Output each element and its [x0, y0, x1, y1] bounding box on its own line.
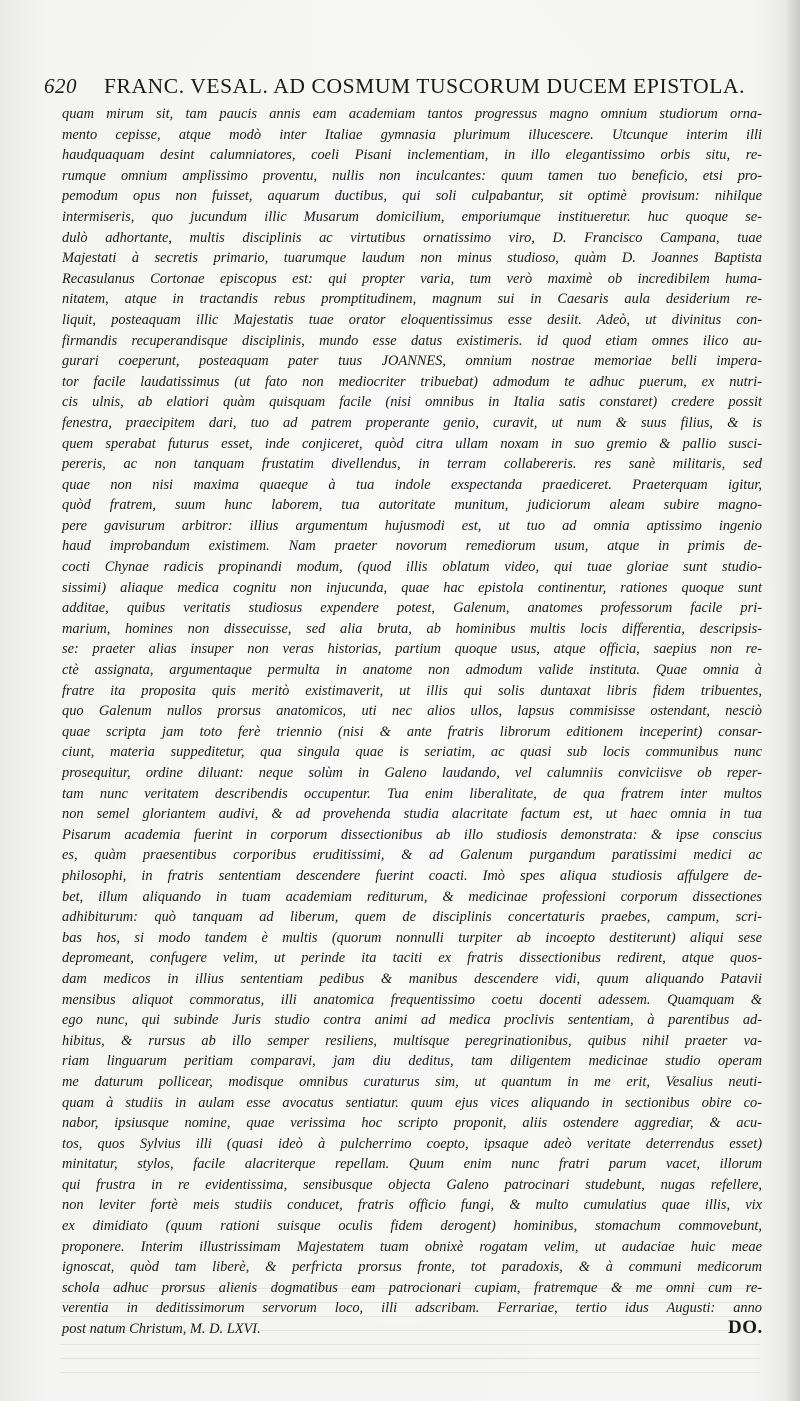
- text-line: quam mirum sit, tam paucis annis eam academiam tantos progressus magno omnium studiorum orna-: [62, 106, 762, 122]
- text-line: Majestati à secretis primario, tuarumque laudum non minus studioso, quàm D. Joannes Baptista: [62, 250, 762, 267]
- text-line: quae scripta jam toto ferè triennio (nisi & ante fratris librorum editionem inceperint) consar-: [62, 723, 762, 740]
- text-line: bet, illum aliquando in tuam academiam rediturum, & medicinae professioni corporum dissectiones: [62, 888, 762, 905]
- text-line: nabor, ipsiusque nomine, quae verissima hoc scripto proponit, aliis ostendere aggrediar, & acu-: [62, 1115, 762, 1132]
- text-line: liquit, posteaquam illic Majestatis tuae orator eloquentissimus esse desiit. Adeò, ut divinitus con-: [62, 311, 762, 328]
- text-line: es, quàm praesentibus corporibus eruditissimi, & ad Galenum purgandum paratissimi medici ac: [62, 847, 762, 864]
- text-line: non leviter fortè meis studiis conducet, fratris officio fungi, & multo cumulatius quae illis, vix: [62, 1197, 762, 1214]
- text-line: fratre ita proposita quis meritò existimaverit, ut illis qui solis duntaxat libris fidem tribuentes,: [62, 682, 762, 699]
- text-line: philosophi, in fratris sententiam descendere fuerint coacti. Imò spes aliqua studiosis affulgere de-: [62, 867, 762, 884]
- text-line: pereris, ac non tanquam frustatim divellendus, in terram collabereris. res sanè militaris, sed: [62, 456, 762, 473]
- text-line: non semel gloriantem audivi, & ad provehenda studia alacritate factum est, ut haec omnia in tua: [62, 806, 762, 823]
- text-line: riam linguarum peritiam comparavi, jam diu deditus, tam diligentem medicinae studio operam: [62, 1053, 762, 1070]
- text-line: dulò adhortante, multis disciplinis ac virtutibus ornatissimo viro, D. Francisco Campana, tuae: [62, 229, 762, 246]
- text-line: depromeant, confugere velim, ut perinde ita taciti ex fratris dissectionibus redirent, atque quos-: [62, 950, 762, 967]
- text-line: cis ulnis, ab elatiori quàm quisquam facile (nisi omnibus in Italia satis constaret) credere possit: [62, 394, 762, 411]
- text-line: verentia in deditissimorum servorum loco, illi adscribam. Ferrariae, tertio idus Augusti: anno: [62, 1300, 762, 1317]
- text-line: ego nunc, qui subinde Juris studio contra animi ad medica proclivis sententiam, à parentibus ad-: [62, 1012, 762, 1029]
- catchword: DO.: [728, 1317, 763, 1338]
- text-line: quòd fratrem, suum hunc laborem, tua autoritate munitum, judiciorum aleam subire magno-: [62, 497, 762, 514]
- page-number: 620: [44, 74, 77, 98]
- text-line: prosequitur, ordine diluant: neque solùm in Galeno laudando, vel calumniis conviciisve ob reper-: [62, 765, 762, 781]
- text-line: marium, homines non dissecuisse, sed alia bruta, ab hominibus multis locis differentia, descripsis-: [62, 620, 762, 637]
- text-line: pere gavisurum arbitror: illius argumentum hujusmodi est, ut tuo ad omnia aptissimo ingenio: [62, 517, 762, 534]
- text-line: firmandis recuperandisque disciplinis, mundo esse datus existimeris. id quod etiam omnes ilico au-: [62, 332, 762, 349]
- text-line: qui frustra in re evidentissima, sensibusque objecta Galeno patrocinari studebunt, nugas refellere,: [62, 1176, 762, 1193]
- text-line: gurari coeperunt, posteaquam pater tuus JOANNES, omnium nostrae memoriae belli impera-: [62, 353, 762, 370]
- page-header: [44, 74, 784, 102]
- text-line: adhibiturum: quò tanquam ad liberum, quem de disciplinis concertaturis praebes, campum, scri-: [62, 909, 762, 926]
- text-line: post natum Christum, M. D. LXVI.: [62, 1321, 261, 1338]
- text-line: fenestra, praecipitem dari, tuo ad patrem properante genio, curavit, ut num & suus filius, & is: [62, 414, 762, 431]
- text-line: haudquaquam desint calumniatores, coeli Pisani inclementiam, in illo elegantissimo orbis situ, re-: [62, 147, 762, 164]
- text-line: schola adhuc prorsus alienis dogmatibus eam patrocionari cupiam, fratremque & me omni cum re-: [62, 1279, 762, 1296]
- text-line: cocti Chynae radicis propinandi modum, (quod illis oblatum video, qui tuae gloriae sunt studio-: [62, 559, 762, 576]
- text-line: rumque omnium amplissimo proventu, nullis non inculcantes: quum tamen tuo beneficio, etsi pro-: [62, 167, 762, 184]
- text-line: me daturum pollicear, modisque omnibus curaturus sim, ut quantum in me erit, Vesalius neuti-: [62, 1073, 762, 1090]
- text-line: minitatur, stylos, facile alacriterque repellam. Quum enim nunc fratri parum vacet, illorum: [62, 1156, 762, 1173]
- text-line: ctè assignata, argumentaque permulta in anatome non admodum valide instituta. Quae omnia à: [62, 662, 762, 679]
- text-line: proponere. Interim illustrissimam Majestatem tuam obnixè rogatam velim, ut audaciae huic meae: [62, 1238, 762, 1255]
- text-line: sissimi) aliaque medica cognitu non injucunda, quae hac epistola continentur, rationes quoque sunt: [62, 579, 762, 596]
- text-line: ignoscat, quòd tam liberè, & perfricta prorsus fronte, tot paradoxis, & à communi medicorum: [62, 1259, 762, 1276]
- text-line: Pisarum academia fuerint in corporum dissectionibus ab illo studiosis demonstrata: & ipse conscius: [62, 826, 762, 843]
- text-line: dam medicos in illius sententiam pedibus & manibus descendere vidi, quum aliquando Patavii: [62, 970, 762, 987]
- text-line: additae, quibus veritatis studiosus expendere potest, Galenum, anatomes professorum facile pri-: [62, 600, 762, 617]
- text-line: pemodum opus non fuisset, aquarum ductibus, qui soli culpabantur, sit optimè provisum: nihilque: [62, 188, 762, 205]
- text-line: hibitus, & rursus ab illo semper resiliens, multisque peregrinationibus, quibus nihil praeter va-: [62, 1032, 762, 1049]
- text-line: Recasulanus Cortonae episcopus est: qui propter varia, tum verò maximè ob incredibilem huma-: [62, 270, 762, 287]
- text-line: tor facile laudatissimus (ut fato non mediocriter tribuebat) admodum te adhuc puerum, ex nutri-: [62, 373, 762, 390]
- running-head: FRANC. VESAL. AD COSMUM TUSCORUM DUCEM EPISTOLA.: [104, 74, 746, 98]
- text-line: ciunt, materia suppeditetur, qua singula quae is seriatim, ac quasi sub locis communibus nunc: [62, 744, 762, 761]
- text-line: intermiseris, quo jucundum illic Musarum domicilium, emporiumque institueretur. huc quoque se-: [62, 208, 762, 225]
- page-edge-shadow: [784, 0, 800, 1401]
- text-line: mento cepisse, atque modò inter Italiae gymnasia plurimum illucescere. Utcunque interim illi: [62, 126, 762, 143]
- text-line: bas hos, si modo tandem è multis (quorum nonnulli turpiter ab incoepto destiterunt) aliqui sese: [62, 929, 762, 946]
- text-line: ex dimidiato (quum rationi suisque oculis fidem derogent) hominibus, stomachum commovebunt,: [62, 1218, 762, 1235]
- text-line: quo Galenum nullos prorsus anatomicos, uti nec alios ullos, lapsus commisisse ostendant, nesciò: [62, 703, 762, 720]
- text-line: se: praeter alias insuper non veras historias, partium quoque usus, atque officia, saepius non re-: [62, 641, 762, 658]
- text-line: quam à studiis in aulam esse avocatus sentiatur. quum ejus vices aliquando in sectionibus obire co-: [62, 1094, 762, 1111]
- text-line: nitatem, atque in tractandis rebus promptitudinem, magnum sui in Caesaris aula desiderium re-: [62, 291, 762, 308]
- epistle-text: [62, 104, 762, 1340]
- text-line: quae non nisi maxima quaeque à tua indole exspectanda praediceret. Praeterquam igitur,: [62, 476, 762, 493]
- text-line: tos, quos Sylvius illi (quasi ideò à pulcherrimo coepto, ipsaque adeò veritate deterrendus esset): [62, 1135, 762, 1152]
- text-line: tam nunc veritatem describendis occupentur. Tua enim liberalitate, de qua fratrem inter multos: [62, 785, 762, 802]
- text-line: quem sperabat futurus esset, inde conjiceret, quòd citra ullam noxam in suo gremio & pallio susci-: [62, 435, 762, 452]
- text-line: mensibus aliquot commoratus, illi anatomica frequentissimo coetu docenti adessem. Quamquam &: [62, 991, 762, 1008]
- text-line: haud improbandum existimem. Nam praeter novorum remediorum usum, atque in primis de-: [62, 538, 762, 555]
